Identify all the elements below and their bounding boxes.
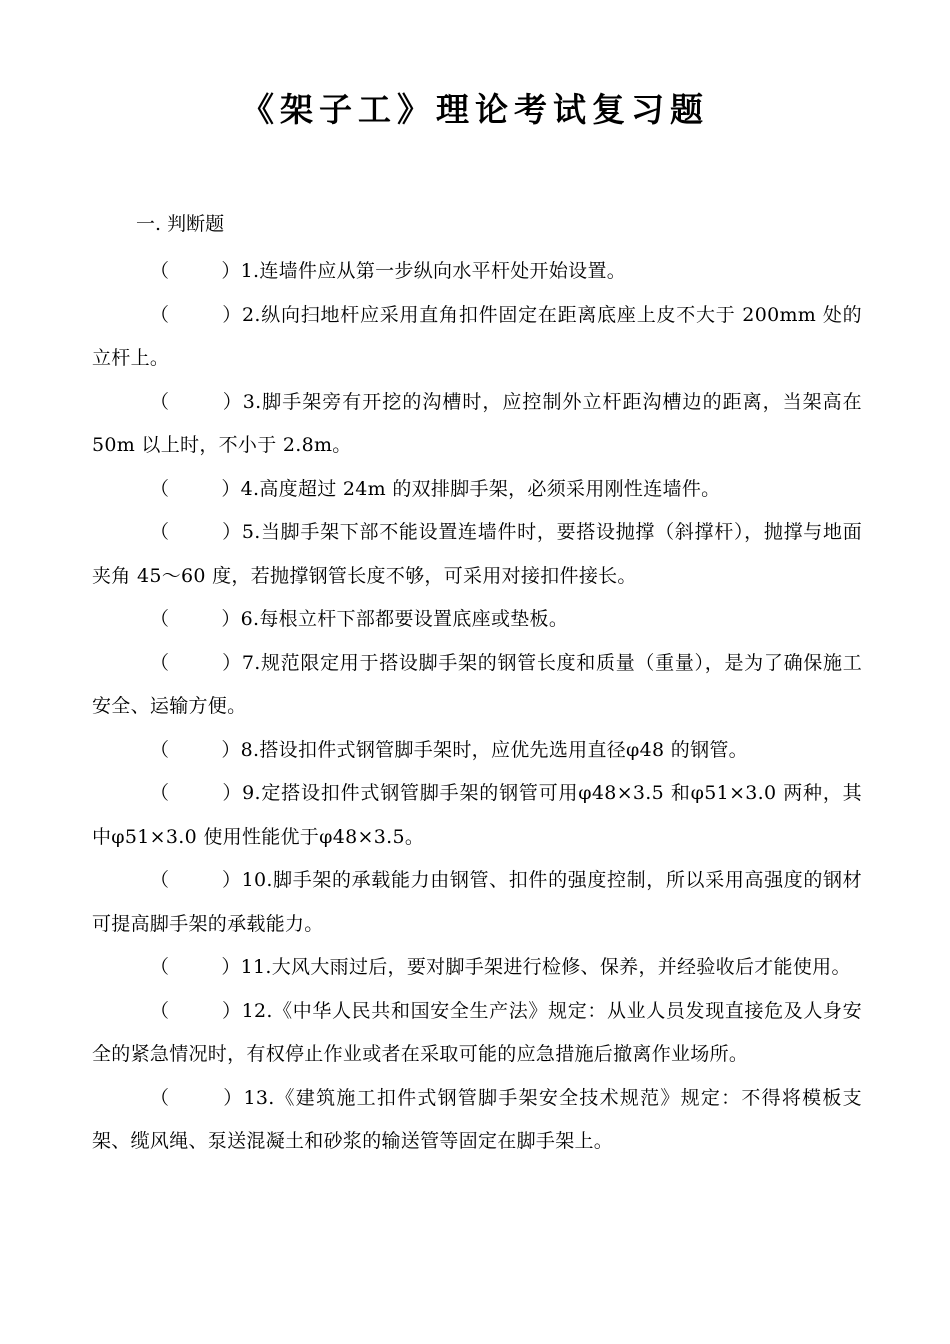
answer-paren-open: （ (150, 956, 170, 978)
answer-paren-close: ） (221, 782, 243, 804)
question-text: 11.大风大雨过后，要对脚手架进行检修、保养，并经验收后才能使用。 (240, 956, 851, 978)
answer-paren-open: （ (150, 260, 170, 282)
answer-paren-close: ） (221, 651, 242, 674)
question-item (92, 294, 862, 381)
question-item (92, 468, 862, 512)
question-item (92, 598, 862, 642)
answer-paren-close: ） (221, 477, 241, 500)
question-text: 13.《建筑施工扣件式钢管脚手架安全技术规范》规定：不得将模板支架、缆风绳、泵送混凝土和砂浆的输送管等固定在脚手架上。 (92, 1086, 862, 1152)
answer-paren-open: （ (150, 999, 170, 1022)
answer-paren-open: （ (150, 1086, 171, 1109)
answer-paren-open: （ (150, 477, 170, 500)
answer-paren-close: ） (222, 390, 243, 413)
question-text: 2.纵向扫地杆应采用直角扣件固定在距离底座上皮不大于 200mm 处的立杆上。 (92, 303, 862, 369)
answer-paren-open: （ (150, 303, 170, 326)
answer-paren-close: ） (221, 608, 241, 630)
question-text: 5.当脚手架下部不能设置连墙件时，要搭设抛撑（斜撑杆），抛撑与地面夹角 45～60 度，若抛撑钢管长度不够，可采用对接扣件接长。 (92, 521, 862, 587)
answer-paren-close: ） (221, 999, 242, 1022)
answer-paren-close: ） (221, 956, 241, 978)
question-item (92, 946, 862, 990)
answer-paren-open: （ (150, 608, 170, 630)
answer-paren-open: （ (150, 521, 170, 543)
question-item (92, 1077, 862, 1164)
answer-paren-open: （ (150, 782, 170, 804)
question-text: 8.搭设扣件式钢管脚手架时，应优先选用直径φ48 的钢管。 (240, 738, 748, 761)
question-item (92, 990, 862, 1077)
answer-paren-open: （ (150, 738, 170, 761)
answer-paren-open: （ (150, 869, 170, 891)
question-text: 4.高度超过 24m 的双排脚手架，必须采用刚性连墙件。 (240, 477, 721, 500)
question-item (92, 381, 862, 468)
answer-paren-open: （ (150, 390, 171, 413)
question-item (92, 250, 862, 294)
question-item (92, 511, 862, 598)
answer-paren-close: ） (222, 1086, 244, 1109)
answer-paren-close: ） (221, 303, 242, 326)
question-item (92, 859, 862, 946)
question-text: 3.脚手架旁有开挖的沟槽时，应控制外立杆距沟槽边的距离，当架高在 50m 以上时，不小于 2.8m。 (92, 390, 862, 456)
document-title: 《架子工》理论考试复习题 (241, 90, 709, 129)
section-heading: 一. 判断题 (136, 213, 225, 235)
question-text: 1.连墙件应从第一步纵向水平杆处开始设置。 (240, 260, 627, 282)
question-text: 10.脚手架的承载能力由钢管、扣件的强度控制，所以采用高强度的钢材可提高脚手架的承载能力。 (92, 869, 862, 935)
answer-paren-close: ） (221, 869, 242, 891)
question-text: 7.规范限定用于搭设脚手架的钢管长度和质量（重量），是为了确保施工安全、运输方便。 (92, 651, 862, 717)
question-item (92, 729, 862, 773)
answer-paren-close: ） (221, 521, 242, 543)
question-item (92, 642, 862, 729)
question-text: 9.定搭设扣件式钢管脚手架的钢管可用φ48×3.5 和φ51×3.0 两种，其中φ51×3.0 使用性能优于φ48×3.5。 (92, 782, 862, 848)
answer-paren-open: （ (150, 651, 170, 674)
question-list (92, 250, 862, 1164)
answer-paren-close: ） (221, 260, 241, 282)
question-item (92, 772, 862, 859)
question-text: 6.每根立杆下部都要设置底座或垫板。 (240, 608, 569, 630)
question-text: 12.《中华人民共和国安全生产法》规定：从业人员发现直接危及人身安全的紧急情况时，有权停止作业或者在采取可能的应急措施后撤离作业场所。 (92, 999, 862, 1065)
answer-paren-close: ） (221, 738, 241, 761)
